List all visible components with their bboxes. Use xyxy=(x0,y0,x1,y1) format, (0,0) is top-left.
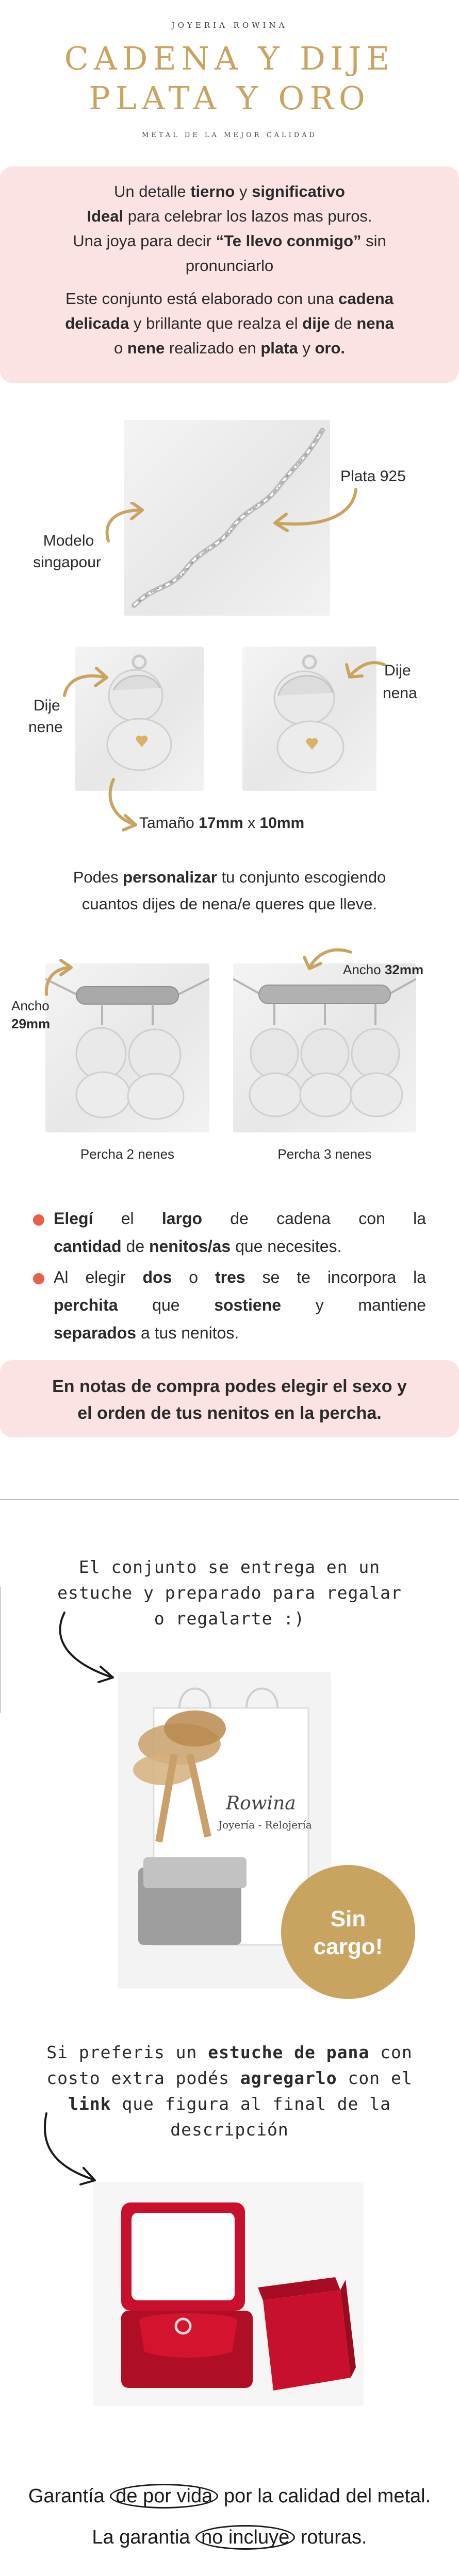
tagline: METAL DE LA MEJOR CALIDAD xyxy=(141,131,318,139)
brand-name: JOYERIA ROWINA xyxy=(171,21,288,30)
packaging-line-2: estuche y preparado para regalar xyxy=(57,1583,402,1603)
pana-line-4: descripción xyxy=(170,2120,289,2140)
bullet-dot xyxy=(33,1214,44,1226)
free-badge-line-2: cargo! xyxy=(313,1934,383,1959)
intro-line-6: delicada y brillante que realza el dije de nena xyxy=(65,314,394,332)
arrow-to-chain-right xyxy=(260,484,364,536)
intro-line-1: Un detalle tierno y significativo xyxy=(114,182,345,200)
intro-line-7: o nene realizado en plata y oro. xyxy=(114,339,345,357)
arrow-to-gift-bag xyxy=(49,1607,121,1685)
personalize-line-2: cuantos dijes de nena/e queres que lleve. xyxy=(81,895,378,913)
title-line-2: PLATA Y ORO xyxy=(89,79,370,117)
percha-3-width-label: Ancho 32mm xyxy=(343,962,424,977)
bullet-2-line-1: Al elegir dos o tres se te incorpora la xyxy=(33,1263,426,1291)
bullet-2-line-3: separados a tus nenitos. xyxy=(54,1324,239,1342)
note-line-1: En notas de compra podes elegir el sexo y xyxy=(52,1377,407,1396)
packaging-line-3: o regalarte :) xyxy=(154,1608,305,1629)
pana-line-1: Si preferis un estuche de pana con xyxy=(46,2042,413,2062)
footer-line-1: Garantía de por vida por la calidad del metal. xyxy=(0,2483,459,2509)
pendant-girl-label-1: Dije xyxy=(384,662,411,679)
arrow-to-chain-left xyxy=(93,502,155,549)
side-rule xyxy=(0,1587,1,1713)
packaging-line-1: El conjunto se entrega en un xyxy=(78,1557,381,1577)
arrow-to-girl-pendant xyxy=(340,654,387,685)
personalize-line-1: Podes personalizar tu conjunto escogiendo xyxy=(73,868,386,886)
footer-line-2: La garantia no incluye roturas. xyxy=(0,2524,459,2550)
bullet-2-line-2: perchita que sostiene y mantiene xyxy=(54,1296,426,1314)
intro-line-5: Este conjunto está elaborado con una cadena xyxy=(65,290,394,308)
note-line-2: el orden de tus nenitos en la percha. xyxy=(77,1403,382,1423)
intro-line-3: Una joya para decir “Te llevo conmigo” sin xyxy=(73,232,386,250)
title-line-1: CADENA Y DIJE xyxy=(64,40,395,77)
bullet-1-line-1: Elegí el largo de cadena con la xyxy=(33,1205,426,1232)
pendant-boy-label-1: Dije xyxy=(34,697,60,714)
bullet-dot xyxy=(33,1273,44,1284)
section-divider xyxy=(0,1499,459,1500)
arrow-to-size xyxy=(101,775,142,832)
bag-brand: Rowina xyxy=(226,1793,296,1814)
chain-model-label-2: singapour xyxy=(33,554,101,571)
percha-2-caption: Percha 2 nenes xyxy=(80,1146,175,1162)
velvet-box-photo xyxy=(93,2182,364,2406)
chain-material-label: Plata 925 xyxy=(340,468,406,485)
percha-3-graphic xyxy=(233,963,416,1132)
free-badge xyxy=(281,1865,415,1999)
chain-model-label-1: Modelo xyxy=(43,532,94,549)
pendant-size: Tamaño 17mm x 10mm xyxy=(139,815,305,832)
velvet-box-graphic xyxy=(93,2182,364,2406)
circled-not-included: no incluye xyxy=(195,2525,295,2550)
percha-2-width-label-2: 29mm xyxy=(11,1016,51,1031)
pana-line-3: link que figura al final de la xyxy=(68,2094,391,2114)
arrow-to-percha-3 xyxy=(299,943,356,974)
bullet-1-line-2: cantidad de nenitos/as que necesites. xyxy=(54,1237,342,1256)
bag-subtitle: Joyería - Relojería xyxy=(218,1819,312,1831)
pana-line-2: costo extra podés agregarlo con el xyxy=(46,2068,413,2088)
pendant-girl-label-2: nena xyxy=(383,685,417,702)
arrow-to-velvet-box xyxy=(36,2107,103,2190)
circled-lifetime: de por vida xyxy=(110,2484,218,2509)
percha-3-photo xyxy=(233,963,416,1132)
percha-2-width-label-1: Ancho xyxy=(11,998,50,1013)
percha-3-caption: Percha 3 nenes xyxy=(277,1146,372,1162)
intro-line-2: Ideal para celebrar los lazos mas puros. xyxy=(87,207,372,225)
arrow-to-percha-2 xyxy=(41,958,77,999)
free-badge-line-1: Sin xyxy=(330,1906,366,1931)
arrow-to-boy-pendant xyxy=(59,667,116,708)
intro-line-4: pronunciarlo xyxy=(185,257,274,275)
pendant-boy-label-2: nene xyxy=(28,719,63,736)
